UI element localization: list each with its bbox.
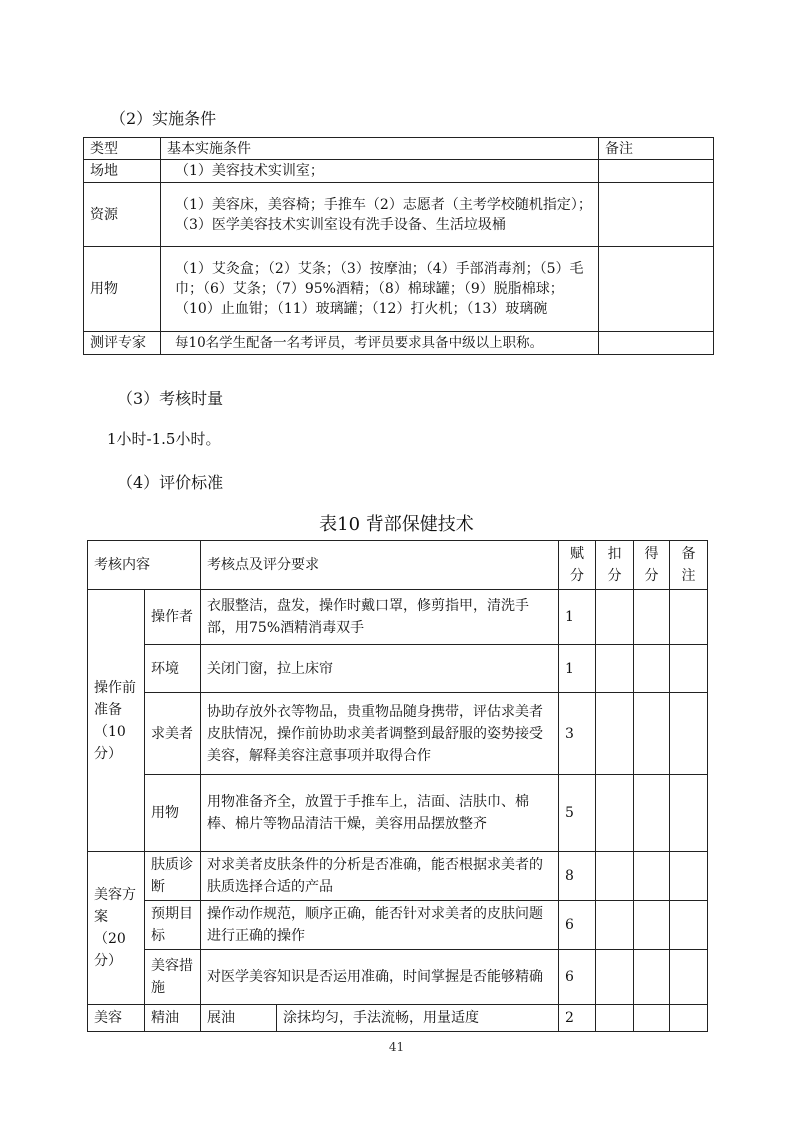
sub-item: 求美者 xyxy=(145,693,201,775)
group-label: 美容方案（20分） xyxy=(88,852,145,1005)
conditions-table xyxy=(83,137,714,355)
item-score: 2 xyxy=(559,1005,596,1032)
header-type: 类型 xyxy=(84,138,161,160)
row-type: 测评专家 xyxy=(84,332,161,355)
table-row xyxy=(88,590,708,645)
table-row xyxy=(84,183,714,247)
table-caption: 表10 背部保健技术 xyxy=(319,514,474,535)
header-content: 考核内容 xyxy=(88,541,201,590)
sub-item: 操作者 xyxy=(145,590,201,645)
row-content: （1）艾灸盒；（2）艾条；（3）按摩油；（4）手部消毒剂；（5）毛巾；（6）艾条；（7）95%酒精；（8）棉球罐；（9）脱脂棉球；（10）止血钳；（11）玻璃罐；（12）打火机；（13）玻璃碗 xyxy=(161,247,599,332)
header-conditions: 基本实施条件 xyxy=(161,138,599,160)
sub-item: 环境 xyxy=(145,645,201,693)
item-score: 6 xyxy=(559,901,596,950)
table-row xyxy=(88,901,708,950)
page-number: 41 xyxy=(388,1040,405,1054)
row-content: 每10名学生配备一名考评员，考评员要求具备中级以上职称。 xyxy=(161,332,599,355)
row-content: （1）美容床，美容椅；手推车（2）志愿者（主考学校随机指定）；（3）医学美容技术实训室设有洗手设备、生活垃圾桶 xyxy=(161,183,599,247)
item-score: 5 xyxy=(559,775,596,852)
item-score: 8 xyxy=(559,852,596,901)
item-desc: 对医学美容知识是否运用准确，时间掌握是否能够精确 xyxy=(201,950,559,1005)
header-note: 备注 xyxy=(599,138,714,160)
item-score: 6 xyxy=(559,950,596,1005)
header-deduct: 扣分 xyxy=(596,541,634,590)
header-assign: 赋分 xyxy=(559,541,596,590)
table-row xyxy=(84,247,714,332)
item-desc: 协助存放外衣等物品，贵重物品随身携带，评估求美者皮肤情况，操作前协助求美者调整到最舒服的姿势接受美容，解释美容注意事项并取得合作 xyxy=(201,693,559,775)
row-type: 场地 xyxy=(84,160,161,183)
table-header-row xyxy=(88,541,708,590)
table-row xyxy=(84,332,714,355)
table-row xyxy=(88,950,708,1005)
table-row xyxy=(84,160,714,183)
sub-item: 预期目标 xyxy=(145,901,201,950)
item-desc: 涂抹均匀，手法流畅，用量适度 xyxy=(277,1005,559,1032)
table-row xyxy=(88,645,708,693)
row-type: 用物 xyxy=(84,247,161,332)
section-2-title: （2）实施条件 xyxy=(110,109,217,128)
header-note: 备注 xyxy=(670,541,708,590)
group-label: 美容 xyxy=(88,1005,145,1032)
table-row xyxy=(88,1005,708,1032)
item-desc: 操作动作规范，顺序正确，能否针对求美者的皮肤问题进行正确的操作 xyxy=(201,901,559,950)
header-points: 考核点及评分要求 xyxy=(201,541,559,590)
item-score: 1 xyxy=(559,590,596,645)
evaluation-table xyxy=(87,540,708,1032)
table-row xyxy=(88,852,708,901)
section-4-title: （4）评价标准 xyxy=(117,473,224,492)
sub-item: 用物 xyxy=(145,775,201,852)
item-score: 3 xyxy=(559,693,596,775)
row-note xyxy=(599,332,714,355)
item-desc: 衣服整洁，盘发，操作时戴口罩，修剪指甲，清洗手部，用75%酒精消毒双手 xyxy=(201,590,559,645)
table-header-row xyxy=(84,138,714,160)
item-desc: 用物准备齐全，放置于手推车上，洁面、洁肤巾、棉棒、棉片等物品清洁干燥，美容用品摆放整齐 xyxy=(201,775,559,852)
row-note xyxy=(599,247,714,332)
sub-item: 美容措施 xyxy=(145,950,201,1005)
row-type: 资源 xyxy=(84,183,161,247)
step-label: 展油 xyxy=(201,1005,277,1032)
item-score: 1 xyxy=(559,645,596,693)
header-score: 得分 xyxy=(634,541,670,590)
sub-item: 肤质诊断 xyxy=(145,852,201,901)
row-note xyxy=(599,183,714,247)
sub-item: 精油 xyxy=(145,1005,201,1032)
table-row xyxy=(88,693,708,775)
item-desc: 关闭门窗，拉上床帘 xyxy=(201,645,559,693)
row-content: （1）美容技术实训室； xyxy=(161,160,599,183)
row-note xyxy=(599,160,714,183)
section-3-title: （3）考核时量 xyxy=(117,389,224,408)
group-label: 操作前准备（10分） xyxy=(88,590,145,852)
exam-duration: 1小时-1.5小时。 xyxy=(107,430,221,448)
item-desc: 对求美者皮肤条件的分析是否准确，能否根据求美者的肤质选择合适的产品 xyxy=(201,852,559,901)
table-row xyxy=(88,775,708,852)
